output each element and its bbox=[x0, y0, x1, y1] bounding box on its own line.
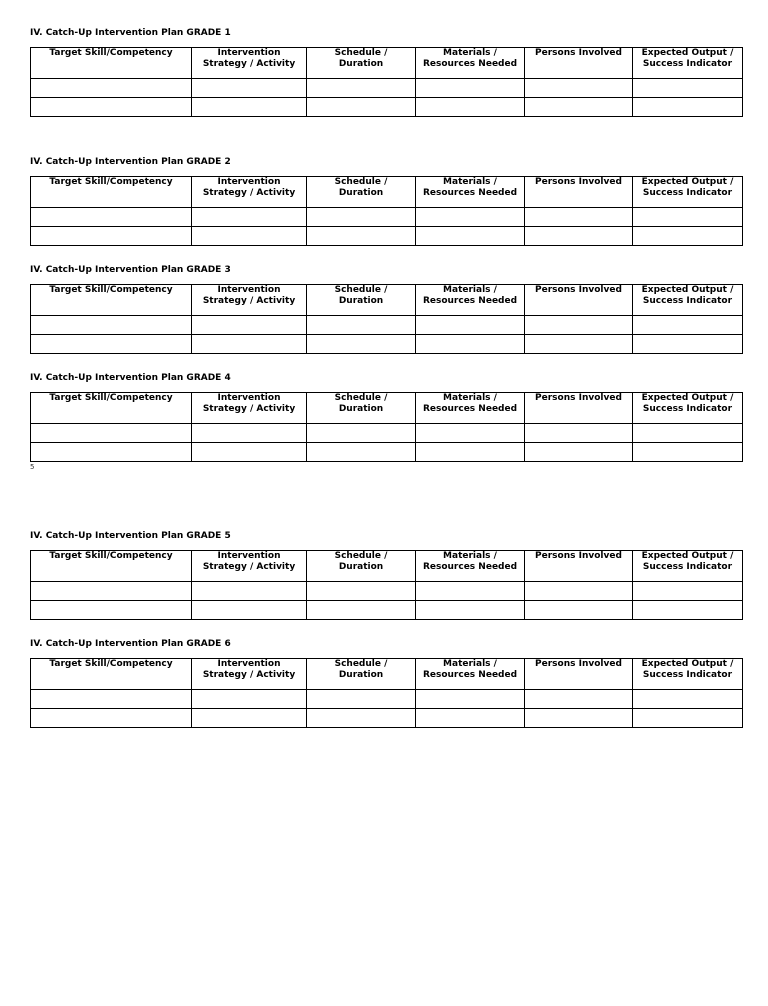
table-cell[interactable] bbox=[31, 208, 192, 227]
table-row bbox=[31, 335, 743, 354]
column-header: Expected Output / Success Indicator bbox=[633, 393, 743, 424]
table-cell[interactable] bbox=[633, 227, 743, 246]
section-title: IV. Catch-Up Intervention Plan GRADE 4 bbox=[30, 373, 231, 383]
intervention-plan-table bbox=[30, 392, 743, 462]
section-title: IV. Catch-Up Intervention Plan GRADE 5 bbox=[30, 531, 231, 541]
table-row bbox=[31, 316, 743, 335]
table-cell[interactable] bbox=[192, 443, 307, 462]
table-cell[interactable] bbox=[31, 424, 192, 443]
column-header: Target Skill/Competency bbox=[31, 551, 192, 582]
table-cell[interactable] bbox=[31, 227, 192, 246]
column-header: Expected Output / Success Indicator bbox=[633, 659, 743, 690]
column-header: Materials / Resources Needed bbox=[416, 177, 525, 208]
table-cell[interactable] bbox=[416, 690, 525, 709]
column-header: Target Skill/Competency bbox=[31, 177, 192, 208]
column-header: Schedule / Duration bbox=[307, 48, 416, 79]
column-header: Expected Output / Success Indicator bbox=[633, 285, 743, 316]
table-cell[interactable] bbox=[416, 316, 525, 335]
table-cell[interactable] bbox=[307, 98, 416, 117]
column-header: Persons Involved bbox=[525, 659, 633, 690]
table-cell[interactable] bbox=[192, 79, 307, 98]
column-header: Materials / Resources Needed bbox=[416, 393, 525, 424]
table-cell[interactable] bbox=[307, 582, 416, 601]
table-row bbox=[31, 208, 743, 227]
table-cell[interactable] bbox=[307, 227, 416, 246]
section-title: IV. Catch-Up Intervention Plan GRADE 1 bbox=[30, 28, 231, 38]
section-title: IV. Catch-Up Intervention Plan GRADE 2 bbox=[30, 157, 231, 167]
table-cell[interactable] bbox=[31, 709, 192, 728]
table-cell[interactable] bbox=[31, 335, 192, 354]
column-header: Materials / Resources Needed bbox=[416, 285, 525, 316]
table-cell[interactable] bbox=[525, 227, 633, 246]
table-cell[interactable] bbox=[525, 443, 633, 462]
table-cell[interactable] bbox=[192, 316, 307, 335]
table-cell[interactable] bbox=[192, 582, 307, 601]
table-cell[interactable] bbox=[633, 443, 743, 462]
table-cell[interactable] bbox=[192, 227, 307, 246]
table-cell[interactable] bbox=[416, 582, 525, 601]
table-cell[interactable] bbox=[307, 443, 416, 462]
table-row bbox=[31, 601, 743, 620]
table-cell[interactable] bbox=[192, 424, 307, 443]
table-row bbox=[31, 690, 743, 709]
table-header-row bbox=[31, 393, 743, 424]
column-header: Persons Involved bbox=[525, 285, 633, 316]
table-cell[interactable] bbox=[633, 316, 743, 335]
page-number: 5 bbox=[30, 463, 35, 471]
table-cell[interactable] bbox=[633, 690, 743, 709]
table-cell[interactable] bbox=[525, 690, 633, 709]
column-header: Persons Involved bbox=[525, 48, 633, 79]
table-cell[interactable] bbox=[192, 690, 307, 709]
column-header: Materials / Resources Needed bbox=[416, 551, 525, 582]
column-header: Target Skill/Competency bbox=[31, 48, 192, 79]
table-cell[interactable] bbox=[525, 424, 633, 443]
column-header: Intervention Strategy / Activity bbox=[192, 659, 307, 690]
column-header: Intervention Strategy / Activity bbox=[192, 48, 307, 79]
column-header: Schedule / Duration bbox=[307, 177, 416, 208]
intervention-plan-table bbox=[30, 658, 743, 728]
table-cell[interactable] bbox=[416, 208, 525, 227]
table-cell[interactable] bbox=[31, 690, 192, 709]
column-header: Expected Output / Success Indicator bbox=[633, 551, 743, 582]
column-header: Persons Involved bbox=[525, 177, 633, 208]
column-header: Intervention Strategy / Activity bbox=[192, 393, 307, 424]
table-header-row bbox=[31, 48, 743, 79]
column-header: Persons Involved bbox=[525, 551, 633, 582]
table-cell[interactable] bbox=[307, 79, 416, 98]
table-cell[interactable] bbox=[633, 709, 743, 728]
table-cell[interactable] bbox=[633, 601, 743, 620]
table-cell[interactable] bbox=[307, 208, 416, 227]
table-cell[interactable] bbox=[416, 601, 525, 620]
table-cell[interactable] bbox=[307, 690, 416, 709]
table-cell[interactable] bbox=[416, 709, 525, 728]
table-cell[interactable] bbox=[416, 98, 525, 117]
table-cell[interactable] bbox=[416, 424, 525, 443]
intervention-plan-table bbox=[30, 550, 743, 620]
column-header: Schedule / Duration bbox=[307, 659, 416, 690]
table-cell[interactable] bbox=[31, 443, 192, 462]
table-cell[interactable] bbox=[633, 335, 743, 354]
table-cell[interactable] bbox=[307, 335, 416, 354]
column-header: Persons Involved bbox=[525, 393, 633, 424]
table-header-row bbox=[31, 659, 743, 690]
column-header: Schedule / Duration bbox=[307, 393, 416, 424]
table-cell[interactable] bbox=[525, 582, 633, 601]
column-header: Materials / Resources Needed bbox=[416, 48, 525, 79]
table-cell[interactable] bbox=[31, 316, 192, 335]
table-cell[interactable] bbox=[416, 79, 525, 98]
table-cell[interactable] bbox=[416, 335, 525, 354]
table-cell[interactable] bbox=[633, 582, 743, 601]
intervention-plan-table bbox=[30, 284, 743, 354]
intervention-plan-table bbox=[30, 176, 743, 246]
table-cell[interactable] bbox=[31, 79, 192, 98]
table-row bbox=[31, 98, 743, 117]
table-cell[interactable] bbox=[525, 335, 633, 354]
table-cell[interactable] bbox=[525, 98, 633, 117]
section-title: IV. Catch-Up Intervention Plan GRADE 6 bbox=[30, 639, 231, 649]
table-cell[interactable] bbox=[192, 709, 307, 728]
column-header: Intervention Strategy / Activity bbox=[192, 177, 307, 208]
intervention-plan-table bbox=[30, 47, 743, 117]
table-cell[interactable] bbox=[525, 208, 633, 227]
table-cell[interactable] bbox=[307, 601, 416, 620]
table-cell[interactable] bbox=[307, 316, 416, 335]
table-row bbox=[31, 79, 743, 98]
table-header-row bbox=[31, 551, 743, 582]
table-cell[interactable] bbox=[633, 208, 743, 227]
table-cell[interactable] bbox=[31, 582, 192, 601]
table-cell[interactable] bbox=[633, 98, 743, 117]
column-header: Schedule / Duration bbox=[307, 285, 416, 316]
column-header: Intervention Strategy / Activity bbox=[192, 285, 307, 316]
table-header-row bbox=[31, 285, 743, 316]
column-header: Expected Output / Success Indicator bbox=[633, 48, 743, 79]
table-cell[interactable] bbox=[192, 98, 307, 117]
table-cell[interactable] bbox=[31, 98, 192, 117]
table-cell[interactable] bbox=[633, 79, 743, 98]
table-cell[interactable] bbox=[31, 601, 192, 620]
column-header: Schedule / Duration bbox=[307, 551, 416, 582]
table-cell[interactable] bbox=[525, 709, 633, 728]
column-header: Target Skill/Competency bbox=[31, 659, 192, 690]
table-cell[interactable] bbox=[192, 601, 307, 620]
table-cell[interactable] bbox=[416, 227, 525, 246]
table-row bbox=[31, 227, 743, 246]
column-header: Intervention Strategy / Activity bbox=[192, 551, 307, 582]
column-header: Target Skill/Competency bbox=[31, 393, 192, 424]
table-cell[interactable] bbox=[192, 208, 307, 227]
table-cell[interactable] bbox=[307, 709, 416, 728]
table-cell[interactable] bbox=[633, 424, 743, 443]
table-cell[interactable] bbox=[525, 601, 633, 620]
table-header-row bbox=[31, 177, 743, 208]
table-row bbox=[31, 582, 743, 601]
table-cell[interactable] bbox=[307, 424, 416, 443]
table-cell[interactable] bbox=[525, 316, 633, 335]
column-header: Target Skill/Competency bbox=[31, 285, 192, 316]
column-header: Materials / Resources Needed bbox=[416, 659, 525, 690]
table-row bbox=[31, 443, 743, 462]
table-row bbox=[31, 424, 743, 443]
column-header: Expected Output / Success Indicator bbox=[633, 177, 743, 208]
table-cell[interactable] bbox=[416, 443, 525, 462]
section-title: IV. Catch-Up Intervention Plan GRADE 3 bbox=[30, 265, 231, 275]
table-cell[interactable] bbox=[525, 79, 633, 98]
table-cell[interactable] bbox=[192, 335, 307, 354]
table-row bbox=[31, 709, 743, 728]
